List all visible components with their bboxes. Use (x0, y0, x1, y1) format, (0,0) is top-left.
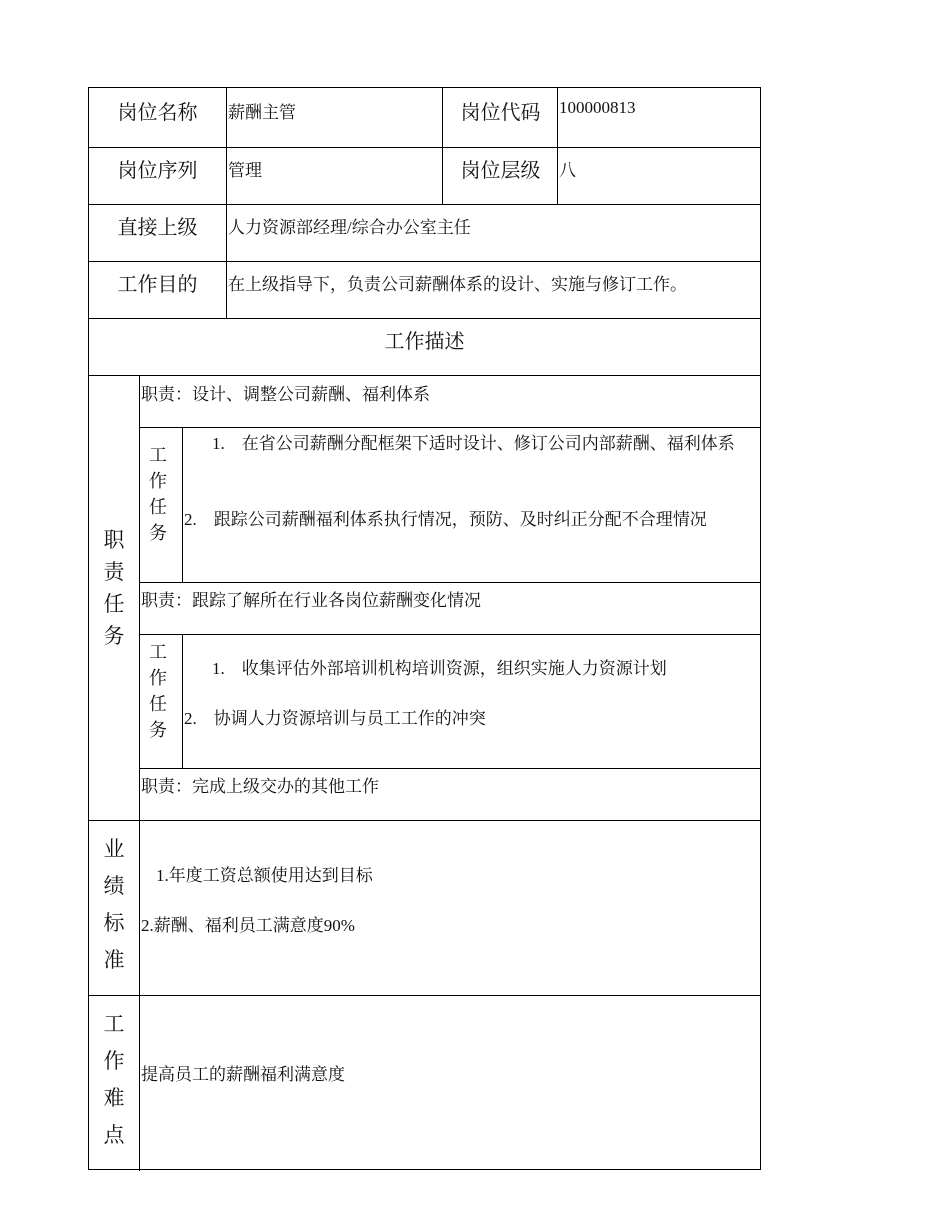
duty-1-task-2: 2. 跟踪公司薪酬福利体系执行情况，预防、及时纠正分配不合理情况 (184, 510, 707, 529)
duty-2-task-1: 1. 收集评估外部培训机构培训资源，组织实施人力资源计划 (212, 659, 667, 678)
difficulty-label: 工作难点 (103, 1012, 125, 1147)
performance-item-1: 1.年度工资总额使用达到目标 (156, 866, 373, 885)
row-work-purpose (89, 262, 760, 319)
performance-item-2: 2.薪酬、福利员工满意度90% (141, 916, 355, 935)
duty-1-title: 职责：设计、调整公司薪酬、福利体系 (141, 385, 430, 404)
position-name-label: 岗位名称 (117, 102, 198, 124)
duty-2-task-2: 2. 协调人力资源培训与员工工作的冲突 (184, 709, 486, 728)
row-position-name (89, 88, 760, 148)
duty-2-title: 职责：跟踪了解所在行业各岗位薪酬变化情况 (141, 591, 481, 610)
duty-3-title: 职责：完成上级交办的其他工作 (141, 777, 379, 796)
position-code-value: 100000813 (559, 98, 636, 117)
duties-label: 职责任务 (103, 528, 125, 648)
work-purpose-value: 在上级指导下，负责公司薪酬体系的设计、实施与修订工作。 (228, 275, 687, 294)
row-work-description-title (89, 319, 760, 376)
position-level-value: 八 (559, 161, 576, 180)
position-sequence-label: 岗位序列 (117, 160, 198, 182)
row-direct-superior (89, 205, 760, 262)
position-name-value: 薪酬主管 (228, 103, 296, 122)
duties-block (89, 376, 760, 821)
direct-superior-label: 直接上级 (117, 217, 198, 239)
position-code-label: 岗位代码 (460, 102, 541, 124)
position-sequence-value: 管理 (228, 161, 262, 180)
position-level-label: 岗位层级 (460, 160, 541, 182)
work-description-title: 工作描述 (384, 331, 465, 353)
work-purpose-label: 工作目的 (117, 274, 198, 296)
job-description-table (88, 87, 761, 1170)
duty-1-task-label: 工作任务 (149, 445, 167, 543)
difficulty-value: 提高员工的薪酬福利满意度 (141, 1065, 345, 1084)
difficulty-block (89, 996, 760, 1171)
direct-superior-value: 人力资源部经理/综合办公室主任 (228, 218, 471, 237)
duty-2-task-label: 工作任务 (149, 642, 167, 740)
performance-block (89, 821, 760, 996)
row-position-sequence (89, 148, 760, 205)
performance-label: 业绩标准 (103, 837, 125, 972)
duty-1-task-1: 1. 在省公司薪酬分配框架下适时设计、修订公司内部薪酬、福利体系 (212, 434, 735, 453)
